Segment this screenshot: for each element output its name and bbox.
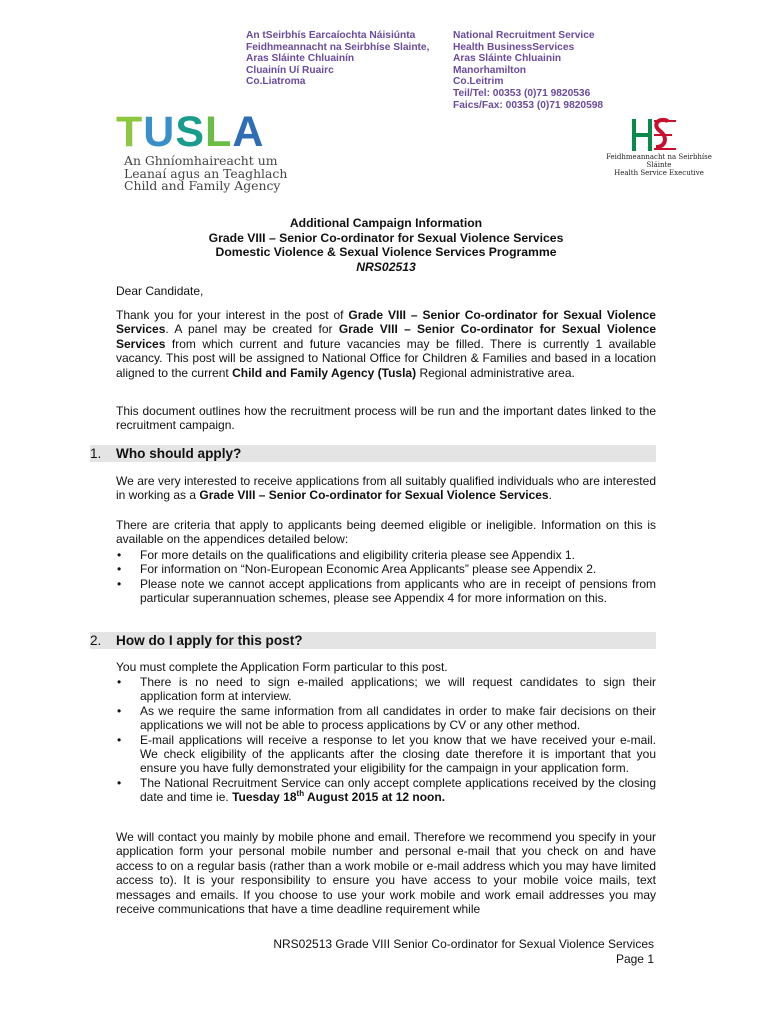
section-number: 2. (90, 633, 102, 648)
address-line: Co.Leitrim (453, 76, 504, 88)
reference-number: NRS02513 (356, 259, 416, 274)
tusla-logo (116, 110, 321, 196)
hse-caption (604, 153, 714, 177)
section-title: Who should apply? (116, 446, 242, 461)
list-item: • E-mail applications will receive a response to let you know that we have received your e-mail. We check eligibility of the applicants after the closing date therefore it is important that you ensure you have fully demonstrated your eligibility for the campaign in your application form. (116, 733, 656, 776)
section-title: How do I apply for this post? (116, 633, 303, 648)
heading-line: Additional Campaign Information (289, 216, 483, 230)
page-footer (116, 937, 654, 967)
footer-title: NRS02513 Grade VIII Senior Co-ordinator for Sexual Violence Services (273, 937, 654, 951)
heading-line: Domestic Violence & Sexual Violence Services Programme (215, 245, 557, 260)
address-line: National Recruitment Service (453, 30, 595, 41)
list-item: • The National Recruitment Service can only accept complete applications received by the closing date and time ie. Tuesday 18th August 2015 at 12 noon. (116, 776, 656, 805)
tagline-line: An Ghníomhaireacht um (124, 153, 278, 168)
criteria-paragraph: There are criteria that apply to applicants being deemed eligible or ineligible. Information on this is available on the appendices detailed below: (116, 518, 656, 547)
address-line: An tSeirbhís Earcaíochta Náisiúnta (246, 30, 416, 41)
address-line: Manorhamilton (453, 64, 527, 76)
section-number: 1. (90, 446, 102, 461)
application-rules-list (116, 675, 656, 805)
list-item: • For more details on the qualifications and eligibility criteria please see Appendix 1. (116, 548, 656, 562)
address-line: Faics/Fax: 00353 (0)71 9820598 (453, 99, 604, 111)
address-line: Co.Liatroma (246, 76, 306, 88)
address-line: Aras Sláinte Chluainín (246, 53, 355, 65)
contact-paragraph: We will contact you mainly by mobile phone and email. Therefore we recommend you specify in your application form your personal mobile number and personal e-mail that you check on and have access to on a regular basis (rather than a work mobile or e-mail address which you may have limited access to). It is your responsibility to ensure you have access to your mobile voice mails, text messages and emails. If you choose to use your work mobile and work email addresses you may receive communications that have a time deadline requirement while (116, 830, 656, 917)
letterhead-address-english (453, 30, 603, 111)
tagline-line: Child and Family Agency (124, 178, 281, 194)
address-line: Feidhmeannacht na Seirbhíse Slainte, (246, 41, 430, 53)
address-line: Teil/Tel: 00353 (0)71 9820536 (453, 87, 591, 99)
letterhead-address-irish (246, 30, 429, 88)
tagline-line: Leanaí agus an Teaghlach (124, 165, 288, 181)
appendix-list (116, 548, 656, 606)
outline-paragraph: This document outlines how the recruitment process will be run and the important dates linked to the recruitment campaign. (116, 404, 656, 433)
list-item: • As we require the same information from all candidates in order to make fair decisions on their applications we will not be able to process applications by CV or any other method. (116, 704, 656, 733)
document-heading (116, 216, 656, 274)
section1-paragraph: We are very interested to receive applications from all suitably qualified individuals who are interested in working as a Grade VIII – Senior Co-ordinator for Sexual Violence Services. (116, 474, 656, 503)
address-line: Health BusinessServices (453, 41, 575, 53)
heading-line: Grade VIII – Senior Co-ordinator for Sexual Violence Services (208, 230, 564, 245)
section-how-to-apply (90, 632, 656, 649)
list-item: • There is no need to sign e-mailed applications; we will request candidates to sign their application form at interview. (116, 675, 656, 704)
application-form-lead: You must complete the Application Form particular to this post. (116, 660, 448, 674)
list-item: • For information on “Non-European Economic Area Applicants” please see Appendix 2. (116, 562, 656, 576)
page-number: Page 1 (615, 952, 654, 966)
address-line: Cluainín Uí Ruairc (246, 64, 334, 76)
tusla-tagline (124, 155, 287, 193)
section-who-should-apply (90, 445, 656, 462)
salutation: Dear Candidate, (116, 284, 204, 298)
address-line: Aras Sláinte Chluainin (453, 53, 562, 65)
hse-caption-line: Feidhmeannacht na Seirbhíse Sláinte (606, 153, 712, 169)
list-item: • Please note we cannot accept applications from applicants who are in receipt of pensions from particular superannuation schemes, please see Appendix 4 for more information on this. (116, 577, 656, 606)
intro-paragraph: Thank you for your interest in the post of Grade VIII – Senior Co-ordinator for Sexual Violence Services. A panel may be created for Grade VIII – Senior Co-ordinator for Sexual Violence Services from which current and future vacancies may be filled. There is currently 1 available vacancy. This post will be assigned to National Office for Children & Families and based in a location aligned to the current Child and Family Agency (Tusla) Regional administrative area. (116, 308, 656, 380)
hse-caption-line: Health Service Executive (614, 169, 704, 177)
tusla-wordmark: TUSLA (116, 108, 265, 156)
